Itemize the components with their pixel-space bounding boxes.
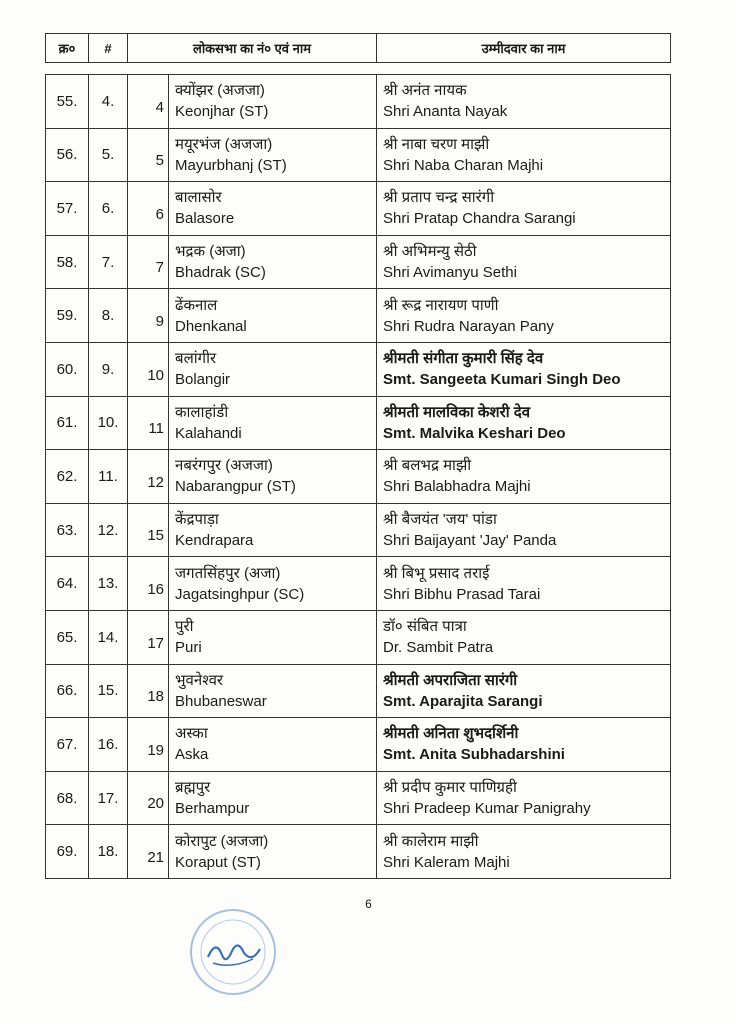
header-constituency: लोकसभा का नं० एवं नाम bbox=[128, 34, 377, 63]
serial-number: 64. bbox=[46, 557, 89, 611]
constituency-name-english: Keonjhar (ST) bbox=[175, 103, 269, 121]
constituency-name-english: Jagatsinghpur (SC) bbox=[175, 585, 305, 603]
constituency-name-english: Kalahandi bbox=[175, 424, 242, 442]
constituency-name-hindi: भद्रक (अजा) bbox=[175, 243, 246, 261]
constituency-name-english: Kendrapara bbox=[175, 532, 254, 550]
constituency-name bbox=[169, 235, 377, 289]
constituency-name-english: Aska bbox=[175, 746, 209, 764]
serial-number: 69. bbox=[46, 825, 89, 879]
table-row bbox=[46, 289, 671, 343]
constituency-name-hindi: भुवनेश्वर bbox=[175, 671, 224, 689]
constituency-number: 11 bbox=[128, 396, 169, 450]
constituency-name bbox=[169, 289, 377, 343]
candidate-name bbox=[377, 825, 671, 879]
table-row bbox=[46, 503, 671, 557]
candidate-name bbox=[377, 664, 671, 718]
candidate-name-hindi: डॉ० संबित पात्रा bbox=[383, 618, 467, 636]
candidate-name-hindi: श्रीमती अनिता शुभदर्शिनी bbox=[383, 725, 519, 743]
serial-number: 58. bbox=[46, 235, 89, 289]
constituency-name-hindi: पुरी bbox=[175, 618, 194, 636]
candidate-name-english: Smt. Aparajita Sarangi bbox=[383, 692, 543, 710]
table-row bbox=[46, 825, 671, 879]
serial-number: 63. bbox=[46, 503, 89, 557]
page-number: 6 bbox=[365, 897, 372, 911]
candidate-name bbox=[377, 182, 671, 236]
table-row bbox=[46, 128, 671, 182]
candidate-name-english: Shri Baijayant 'Jay' Panda bbox=[383, 532, 557, 550]
candidate-name bbox=[377, 557, 671, 611]
seal-stamp-icon bbox=[183, 905, 283, 1000]
candidate-name-english: Smt. Anita Subhadarshini bbox=[383, 746, 565, 764]
constituency-number: 15 bbox=[128, 503, 169, 557]
table-row bbox=[46, 182, 671, 236]
constituency-name-english: Bhadrak (SC) bbox=[175, 264, 266, 282]
candidate-name-english: Dr. Sambit Patra bbox=[383, 639, 494, 657]
candidate-name-hindi: श्रीमती मालविका केशरी देव bbox=[383, 403, 531, 421]
serial-number: 57. bbox=[46, 182, 89, 236]
table-row bbox=[46, 718, 671, 772]
constituency-name-hindi: क्योंझर (अजजा) bbox=[175, 82, 265, 100]
constituency-number: 10 bbox=[128, 342, 169, 396]
index-number: 9. bbox=[89, 342, 128, 396]
candidate-name-english: Shri Avimanyu Sethi bbox=[383, 264, 517, 282]
candidate-name-english: Shri Pratap Chandra Sarangi bbox=[383, 210, 576, 228]
index-number: 8. bbox=[89, 289, 128, 343]
constituency-number: 16 bbox=[128, 557, 169, 611]
candidate-name-hindi: श्रीमती संगीता कुमारी सिंह देव bbox=[383, 350, 544, 368]
candidate-name bbox=[377, 128, 671, 182]
constituency-name bbox=[169, 771, 377, 825]
serial-number: 59. bbox=[46, 289, 89, 343]
constituency-name-english: Mayurbhanj (ST) bbox=[175, 156, 287, 174]
constituency-name-english: Balasore bbox=[175, 210, 235, 228]
index-number: 5. bbox=[89, 128, 128, 182]
candidate-name-hindi: श्री अनंत नायक bbox=[383, 82, 467, 100]
constituency-number: 9 bbox=[128, 289, 169, 343]
candidate-name-hindi: श्री बलभद्र माझी bbox=[383, 457, 472, 475]
header-sno: क्र० bbox=[46, 34, 89, 63]
index-number: 14. bbox=[89, 610, 128, 664]
candidate-name bbox=[377, 771, 671, 825]
serial-number: 68. bbox=[46, 771, 89, 825]
candidate-name bbox=[377, 342, 671, 396]
candidate-name bbox=[377, 235, 671, 289]
candidate-name-hindi: श्री अभिमन्यु सेठी bbox=[383, 243, 477, 261]
index-number: 16. bbox=[89, 718, 128, 772]
candidate-table bbox=[45, 74, 671, 879]
serial-number: 67. bbox=[46, 718, 89, 772]
serial-number: 56. bbox=[46, 128, 89, 182]
constituency-number: 6 bbox=[128, 182, 169, 236]
constituency-name-english: Berhampur bbox=[175, 800, 250, 818]
index-number: 4. bbox=[89, 75, 128, 129]
table-row bbox=[46, 610, 671, 664]
index-number: 7. bbox=[89, 235, 128, 289]
candidate-name-english: Shri Naba Charan Majhi bbox=[383, 156, 544, 174]
constituency-name bbox=[169, 825, 377, 879]
constituency-number: 21 bbox=[128, 825, 169, 879]
serial-number: 62. bbox=[46, 450, 89, 504]
table-row bbox=[46, 450, 671, 504]
constituency-name-hindi: मयूरभंज (अजजा) bbox=[175, 135, 273, 153]
constituency-name bbox=[169, 396, 377, 450]
constituency-number: 19 bbox=[128, 718, 169, 772]
constituency-name-hindi: केंद्रपाड़ा bbox=[175, 511, 219, 529]
constituency-name-english: Koraput (ST) bbox=[175, 853, 261, 871]
candidate-name bbox=[377, 718, 671, 772]
index-number: 18. bbox=[89, 825, 128, 879]
candidate-name bbox=[377, 610, 671, 664]
constituency-name bbox=[169, 718, 377, 772]
serial-number: 61. bbox=[46, 396, 89, 450]
candidate-name-hindi: श्री कालेराम माझी bbox=[383, 832, 479, 850]
index-number: 17. bbox=[89, 771, 128, 825]
candidate-name-hindi: श्री नाबा चरण माझी bbox=[383, 135, 490, 153]
constituency-name-hindi: अस्का bbox=[175, 725, 208, 743]
candidate-name-english: Smt. Malvika Keshari Deo bbox=[383, 424, 566, 442]
table-row bbox=[46, 557, 671, 611]
candidate-name-hindi: श्री बैजयंत 'जय' पांडा bbox=[383, 511, 497, 529]
constituency-name-english: Bhubaneswar bbox=[175, 692, 267, 710]
candidate-name-hindi: श्रीमती अपराजिता सारंगी bbox=[383, 671, 518, 689]
index-number: 13. bbox=[89, 557, 128, 611]
table-row bbox=[46, 396, 671, 450]
candidate-name bbox=[377, 289, 671, 343]
constituency-name-english: Nabarangpur (ST) bbox=[175, 478, 296, 496]
constituency-name-hindi: बलांगीर bbox=[175, 350, 217, 368]
serial-number: 65. bbox=[46, 610, 89, 664]
candidate-name-english: Smt. Sangeeta Kumari Singh Deo bbox=[383, 371, 621, 389]
table-row bbox=[46, 771, 671, 825]
constituency-number: 17 bbox=[128, 610, 169, 664]
candidate-name-hindi: श्री प्रताप चन्द्र सारंगी bbox=[383, 189, 495, 207]
constituency-name bbox=[169, 610, 377, 664]
constituency-name-hindi: ढेंकनाल bbox=[175, 296, 218, 314]
constituency-name bbox=[169, 450, 377, 504]
constituency-name-hindi: बालासोर bbox=[175, 189, 222, 207]
header-row bbox=[46, 34, 671, 63]
candidate-name bbox=[377, 75, 671, 129]
constituency-number: 5 bbox=[128, 128, 169, 182]
constituency-name-hindi: कालाहांडी bbox=[175, 403, 229, 421]
constituency-number: 4 bbox=[128, 75, 169, 129]
candidate-name-english: Shri Rudra Narayan Pany bbox=[383, 317, 554, 335]
candidate-name-english: Shri Balabhadra Majhi bbox=[383, 478, 531, 496]
candidate-name bbox=[377, 503, 671, 557]
constituency-name-hindi: कोरापुट (अजजा) bbox=[175, 832, 269, 850]
candidate-name bbox=[377, 396, 671, 450]
candidate-name-english: Shri Bibhu Prasad Tarai bbox=[383, 585, 541, 603]
header-hash: # bbox=[89, 34, 128, 63]
candidate-name bbox=[377, 450, 671, 504]
constituency-name bbox=[169, 128, 377, 182]
index-number: 15. bbox=[89, 664, 128, 718]
serial-number: 66. bbox=[46, 664, 89, 718]
candidate-name-hindi: श्री प्रदीप कुमार पाणिग्रही bbox=[383, 779, 517, 797]
constituency-name bbox=[169, 664, 377, 718]
constituency-name bbox=[169, 75, 377, 129]
candidate-name-english: Shri Ananta Nayak bbox=[383, 103, 508, 121]
constituency-number: 12 bbox=[128, 450, 169, 504]
candidate-name-english: Shri Kaleram Majhi bbox=[383, 853, 510, 871]
constituency-name-hindi: ब्रह्मपुर bbox=[175, 779, 211, 797]
constituency-number: 7 bbox=[128, 235, 169, 289]
constituency-name bbox=[169, 557, 377, 611]
candidate-name-hindi: श्री बिभू प्रसाद तराई bbox=[383, 564, 490, 582]
constituency-number: 18 bbox=[128, 664, 169, 718]
constituency-name-hindi: जगतसिंहपुर (अजा) bbox=[175, 564, 281, 582]
table-row bbox=[46, 342, 671, 396]
constituency-name bbox=[169, 342, 377, 396]
constituency-name-english: Dhenkanal bbox=[175, 317, 247, 335]
table-row bbox=[46, 235, 671, 289]
constituency-name-english: Puri bbox=[175, 639, 202, 657]
index-number: 12. bbox=[89, 503, 128, 557]
header-table bbox=[45, 33, 671, 63]
constituency-name bbox=[169, 503, 377, 557]
index-number: 11. bbox=[89, 450, 128, 504]
candidate-name-hindi: श्री रूद्र नारायण पाणी bbox=[383, 296, 499, 314]
table-row bbox=[46, 664, 671, 718]
header-candidate: उम्मीदवार का नाम bbox=[377, 34, 671, 63]
serial-number: 60. bbox=[46, 342, 89, 396]
serial-number: 55. bbox=[46, 75, 89, 129]
constituency-number: 20 bbox=[128, 771, 169, 825]
constituency-name bbox=[169, 182, 377, 236]
candidate-name-english: Shri Pradeep Kumar Panigrahy bbox=[383, 800, 591, 818]
constituency-name-english: Bolangir bbox=[175, 371, 231, 389]
constituency-name-hindi: नबरंगपुर (अजजा) bbox=[175, 457, 273, 475]
table-row bbox=[46, 75, 671, 129]
index-number: 6. bbox=[89, 182, 128, 236]
index-number: 10. bbox=[89, 396, 128, 450]
